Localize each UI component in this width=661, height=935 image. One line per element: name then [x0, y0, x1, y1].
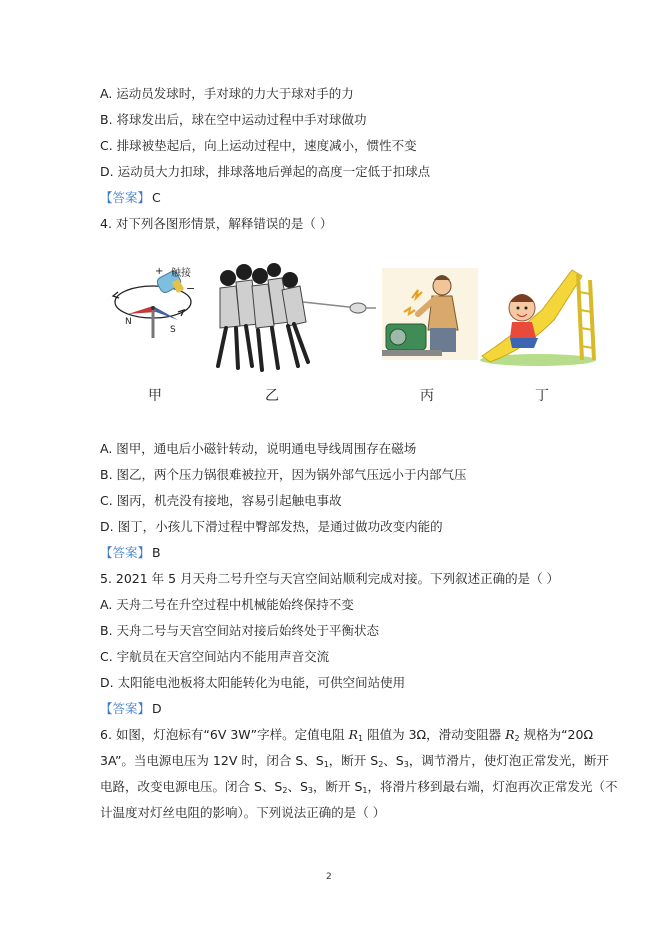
s-pole-label: S — [170, 325, 176, 335]
q3-answer — [100, 190, 161, 206]
switch-label: 触接 — [171, 268, 191, 279]
q5-option-d: D. 太阳能电池板将太阳能转化为电能，可供空间站使用 — [100, 675, 406, 690]
q3-option-b: B. 将球发出后，球在空中运动过程中手对球做功 — [100, 112, 367, 127]
plus-label: + — [155, 266, 164, 277]
answer-label: 【答案】 — [100, 545, 151, 560]
caption-jia: 甲 — [148, 388, 162, 404]
q4-option-b: B. 图乙，两个压力锅很难被拉开，因为锅外部气压远小于内部气压 — [100, 467, 467, 482]
q4-option-d: D. 图丁，小孩儿下滑过程中臀部发热，是通过做功改变内能的 — [100, 519, 443, 534]
figure-ding-slide — [478, 268, 598, 366]
figure-yi-tug-of-war — [208, 258, 378, 376]
answer-value: C — [152, 190, 161, 205]
minus-label: − — [186, 282, 196, 295]
answer-value: B — [152, 545, 161, 560]
q5-option-c: C. 宇航员在天宫空间站内不能用声音交流 — [100, 649, 330, 664]
q5-answer — [100, 701, 162, 717]
q6-line-4: 计温度对灯丝电阻的影响）。下列说法正确的是（ ） — [100, 805, 386, 820]
answer-label: 【答案】 — [100, 190, 151, 205]
q4-stem: 4. 对下列各图形情景，解释错误的是（ ） — [100, 216, 333, 231]
q5-option-a: A. 天舟二号在升空过程中机械能始终保持不变 — [100, 597, 354, 612]
caption-ding: 丁 — [535, 388, 549, 404]
q3-option-a: A. 运动员发球时，手对球的力大于球对手的力 — [100, 86, 354, 101]
page-number: 2 — [326, 872, 332, 882]
q4-option-a: A. 图甲，通电后小磁针转动，说明通电导线周围存在磁场 — [100, 441, 417, 456]
q4-option-c: C. 图丙，机壳没有接地，容易引起触电事故 — [100, 493, 342, 508]
q5-option-b: B. 天舟二号与天宫空间站对接后始终处于平衡状态 — [100, 623, 380, 638]
caption-bing: 丙 — [420, 388, 434, 404]
q4-answer — [100, 545, 161, 561]
figure-bing-motor-shock — [382, 268, 478, 360]
answer-value: D — [152, 701, 162, 716]
n-pole-label: N — [125, 317, 132, 327]
caption-yi: 乙 — [265, 388, 279, 404]
q6-line-2: 3A”。当电源电压为 12V 时，闭合 S、$S_1$，断开 $S_2$、$S_3$，调节滑片，使灯泡正常发光，断开 — [100, 753, 609, 769]
q3-option-d: D. 运动员大力扣球，排球落地后弹起的高度一定低于扣球点 — [100, 164, 431, 179]
q5-stem: 5. 2021 年 5 月天舟二号升空与天宫空间站顺利完成对接。下列叙述正确的是（ ） — [100, 571, 560, 586]
answer-label: 【答案】 — [100, 701, 151, 716]
q6-line-1: 6. 如图，灯泡标有“6V 3W”字样。定值电阻 $R_1$ 阻值为 3Ω，滑动变阻器 $R_2$ 规格为“20Ω — [100, 727, 594, 743]
q6-line-3: 电路，改变电源电压。闭合 S、$S_2$、$S_3$，断开 $S_1$，将滑片移到最右端，灯泡再次正常发光（不 — [100, 779, 618, 795]
q3-option-c: C. 排球被垫起后，向上运动过程中，速度减小，惯性不变 — [100, 138, 417, 153]
figure-jia-compass-wire — [108, 262, 208, 342]
